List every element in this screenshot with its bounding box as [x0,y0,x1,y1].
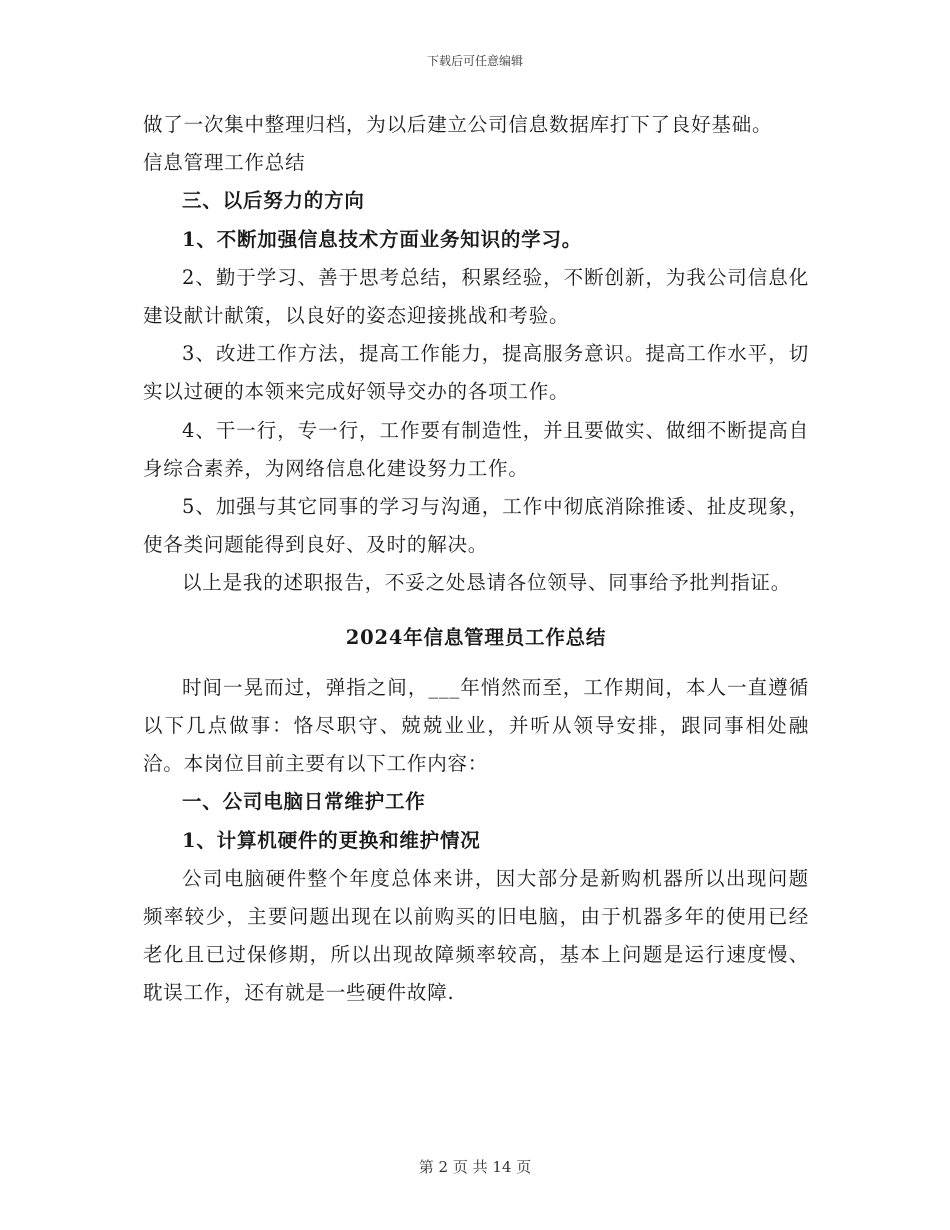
paragraph-hardware: 公司电脑硬件整个年度总体来讲，因大部分是新购机器所以出现问题频率较少，主要问题出现在以前购买的旧电脑，由于机器多年的使用已经老化且已过保修期，所以出现故障频率较高，基本上问题是运行速度慢、耽误工作，还有就是一些硬件故障. [143,866,809,1005]
list-item-2: 2、勤于学习、善于思考总结，积累经验，不断创新，为我公司信息化建设献计献策，以良好的姿态迎接挑战和考验。 [143,265,809,328]
subsection-heading-hardware: 1、计算机硬件的更换和维护情况 [182,828,481,852]
section-heading-future-direction: 三、以后努力的方向 [182,189,365,213]
paragraph-heading-info-management: 信息管理工作总结 [143,151,306,175]
list-item-1: 1、不断加强信息技术方面业务知识的学习。 [182,227,583,251]
page-footer: 第 2 页 共 14 页 [418,1158,532,1176]
paragraph-closing: 以上是我的述职报告，不妥之处恳请各位领导、同事给予批判指证。 [182,571,792,595]
paragraph-archive: 做了一次集中整理归档，为以后建立公司信息数据库打下了良好基础。 [143,113,773,136]
list-item-3: 3、改进工作方法，提高工作能力，提高服务意识。提高工作水平，切实以过硬的本领来完成好领导交办的各项工作。 [143,342,809,404]
section-heading-maintenance: 一、公司电脑日常维护工作 [182,790,426,814]
page-header: 下载后可任意编辑 [426,54,523,68]
list-item-4: 4、干一行，专一行，工作要有制造性，并且要做实、做细不断提高自身综合素养，为网络信息化建设努力工作。 [143,418,809,480]
list-item-5: 5、加强与其它同事的学习与沟通，工作中彻底消除推诿、扯皮现象，使各类问题能得到良好、及时的解决。 [143,495,809,557]
paragraph-intro: 时间一晃而过，弹指之间，___年悄然而至，工作期间，本人一直遵循以下几点做事：恪尽职守、兢兢业业，并听从领导安排，跟同事相处融洽。本岗位目前主要有以下工作内容： [143,675,809,776]
document-title: 2024年信息管理员工作总结 [345,625,607,649]
document-body [143,106,809,1013]
